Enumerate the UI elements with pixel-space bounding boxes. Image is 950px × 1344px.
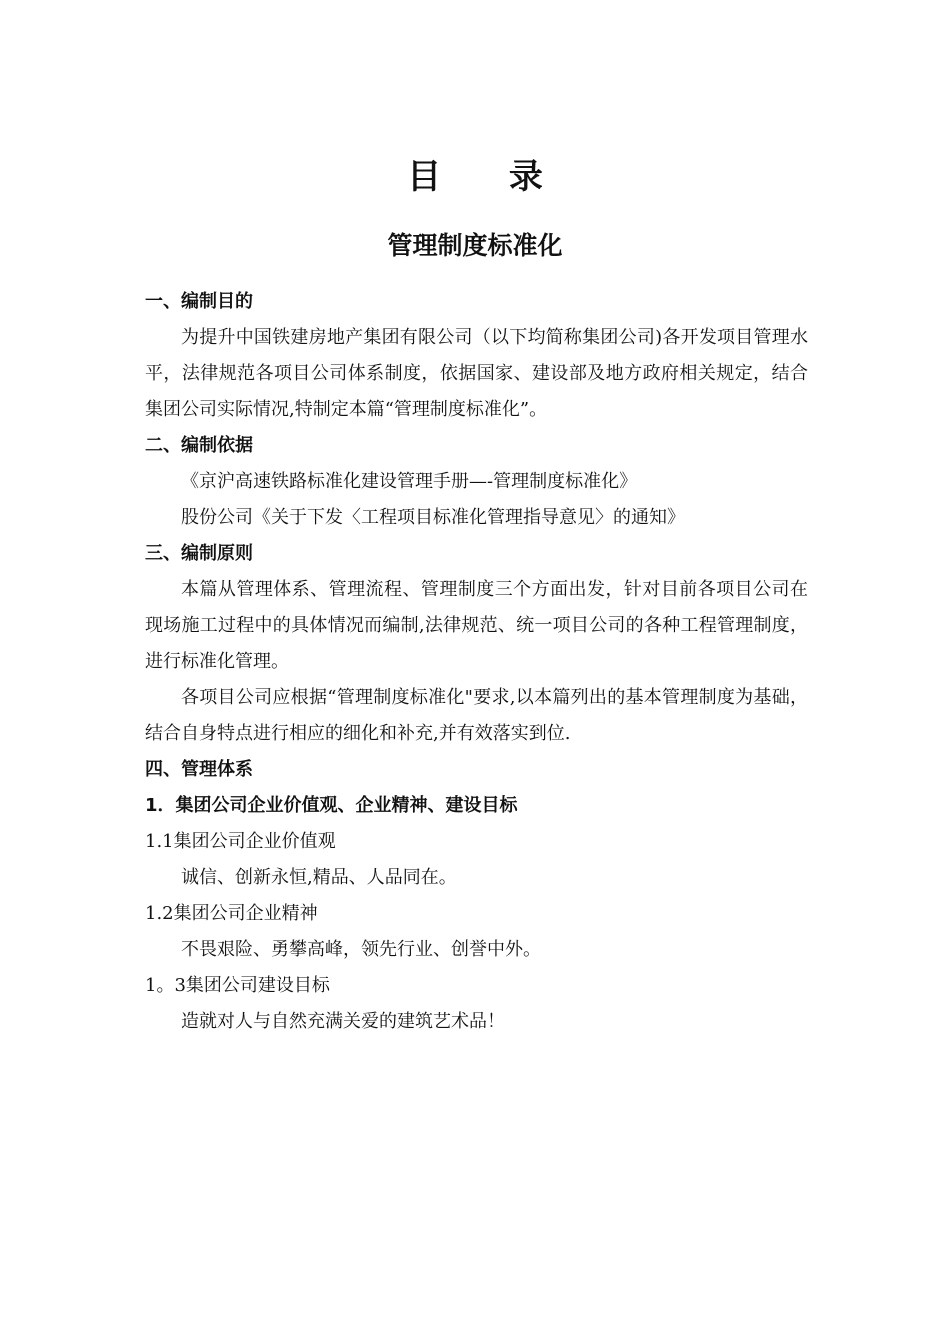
basis-item: 《京沪高速铁路标准化建设管理手册—-管理制度标准化》 — [181, 471, 638, 492]
paragraph-principles: 本篇从管理体系、管理流程、管理制度三个方面出发，针对目前各项目公司在现场施工过程中的具体情况而编制,法律规范、统一项目公司的各种工程管理制度，进行标准化管理。 — [145, 579, 808, 672]
section-heading-basis: 二、编制依据 — [145, 435, 253, 456]
item-text: 不畏艰险、勇攀高峰，领先行业、创誉中外。 — [181, 939, 541, 960]
section-heading-management-system: 四、管理体系 — [145, 759, 253, 780]
document-body — [145, 284, 808, 1040]
page-subtitle: 管理制度标准化 — [387, 231, 563, 260]
basis-item: 股份公司《关于下发〈工程项目标准化管理指导意见〉的通知》 — [181, 507, 685, 528]
item-label: 1.1集团公司企业价值观 — [145, 831, 336, 852]
item-text: 诚信、创新永恒,精品、人品同在。 — [181, 867, 457, 888]
item-text: 造就对人与自然充满关爱的建筑艺术品！ — [181, 1011, 505, 1032]
section-heading-principles: 三、编制原则 — [145, 543, 253, 564]
paragraph-principles: 各项目公司应根据“管理制度标准化"要求,以本篇列出的基本管理制度为基础，结合自身特点进行相应的细化和补充,并有效落实到位. — [145, 687, 808, 744]
paragraph-purpose: 为提升中国铁建房地产集团有限公司（以下均简称集团公司)各开发项目管理水平，法律规范各项目公司体系制度，依据国家、建设部及地方政府相关规定，结合集团公司实际情况,特制定本篇“管理制度标准化”。 — [145, 327, 808, 420]
page-title: 目 录 — [407, 157, 571, 197]
section-heading-purpose: 一、编制目的 — [145, 291, 253, 312]
item-label: 1.2集团公司企业精神 — [145, 903, 318, 924]
item-label: 1。3集团公司建设目标 — [145, 975, 330, 996]
subsection-heading: 1．集团公司企业价值观、企业精神、建设目标 — [145, 795, 518, 816]
